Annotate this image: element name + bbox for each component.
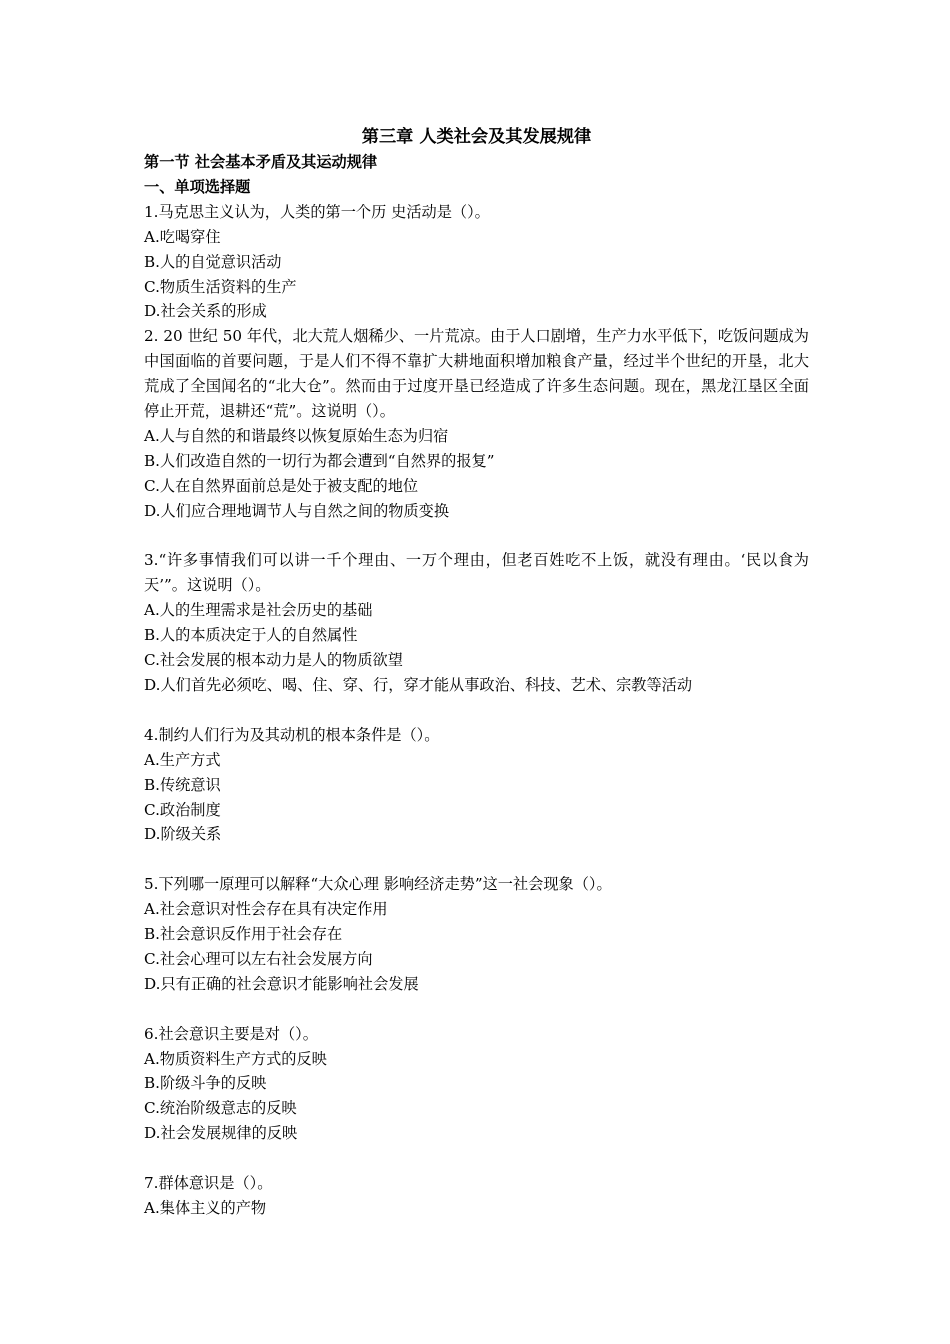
option-d: D.人们首先必须吃、喝、住、穿、行，穿才能从事政治、科技、艺术、宗教等活动 — [144, 676, 693, 695]
option-b: B.阶级斗争的反映 — [144, 1074, 267, 1093]
question-5 — [144, 872, 809, 997]
question-4 — [144, 723, 809, 848]
option-c: C.社会发展的根本动力是人的物质欲望 — [144, 651, 403, 670]
blank-line — [144, 847, 809, 872]
section-title: 第一节 社会基本矛盾及其运动规律 — [144, 153, 378, 171]
option-b: B.人的本质决定于人的自然属性 — [144, 626, 358, 645]
option-d: D.人们应合理地调节人与自然之间的物质变换 — [144, 501, 450, 520]
option-d: D.只有正确的社会意识才能影响社会发展 — [144, 974, 419, 993]
question-stem: 4.制约人们行为及其动机的根本条件是（）。 — [144, 725, 440, 744]
option-a: A.人与自然的和谐最终以恢复原始生态为归宿 — [144, 426, 449, 445]
option-b: B.人们改造自然的一切行为都会遭到“自然界的报复” — [144, 451, 495, 470]
option-d: D.社会关系的形成 — [144, 302, 267, 321]
question-stem: 3.“许多事情我们可以讲一千个理由、一万个理由，但老百姓吃不上饭，就没有理由。‘民以食为天’”。这说明（）。 — [144, 551, 809, 595]
blank-line — [144, 698, 809, 723]
option-b: B.社会意识反作用于社会存在 — [144, 925, 343, 944]
question-stem: 7.群体意识是（）。 — [144, 1174, 273, 1193]
option-a: A.物质资料生产方式的反映 — [144, 1049, 327, 1068]
chapter-title: 第三章 人类社会及其发展规律 — [361, 127, 592, 147]
document-body — [144, 124, 809, 1221]
option-c: C.人在自然界面前总是处于被支配的地位 — [144, 476, 419, 495]
question-6 — [144, 1022, 809, 1147]
option-b: B.人的自觉意识活动 — [144, 252, 282, 271]
option-c: C.社会心理可以左右社会发展方向 — [144, 949, 373, 968]
option-c: C.物质生活资料的生产 — [144, 277, 297, 296]
blank-line — [144, 524, 809, 549]
blank-line — [144, 997, 809, 1022]
option-a: A.生产方式 — [144, 750, 221, 769]
question-2 — [144, 324, 809, 523]
option-b: B.传统意识 — [144, 775, 221, 794]
option-d: D.阶级关系 — [144, 825, 222, 844]
option-c: C.统治阶级意志的反映 — [144, 1099, 297, 1118]
question-stem: 5.下列哪一原理可以解释“大众心理 影响经济走势”这一社会现象（）。 — [144, 875, 612, 894]
question-stem: 6.社会意识主要是对（）。 — [144, 1024, 318, 1043]
question-stem: 2. 20 世纪 50 年代，北大荒人烟稀少、一片荒凉。由于人口剧增，生产力水平低下，吃饭问题成为中国面临的首要问题，于是人们不得不靠扩大耕地面积增加粮食产量，经过半个世纪的开垦，北大荒成了全国闻名的“北大仓”。然而由于过度开垦已经造成了许多生态问题。现在，黑龙江垦区全面停止开荒，退耕还“荒”。这说明（）。 — [144, 327, 809, 421]
question-7 — [144, 1171, 809, 1221]
question-stem: 1.马克思主义认为，人类的第一个历 史活动是（）。 — [144, 202, 490, 221]
option-a: A.集体主义的产物 — [144, 1198, 267, 1217]
question-1 — [144, 200, 809, 325]
question-3 — [144, 548, 809, 697]
option-d: D.社会发展规律的反映 — [144, 1124, 298, 1143]
option-c: C.政治制度 — [144, 800, 221, 819]
option-a: A.社会意识对性会存在具有决定作用 — [144, 900, 388, 919]
part-title: 一、单项选择题 — [144, 177, 251, 196]
blank-line — [144, 1146, 809, 1171]
option-a: A.吃喝穿住 — [144, 227, 221, 246]
option-a: A.人的生理需求是社会历史的基础 — [144, 601, 373, 620]
